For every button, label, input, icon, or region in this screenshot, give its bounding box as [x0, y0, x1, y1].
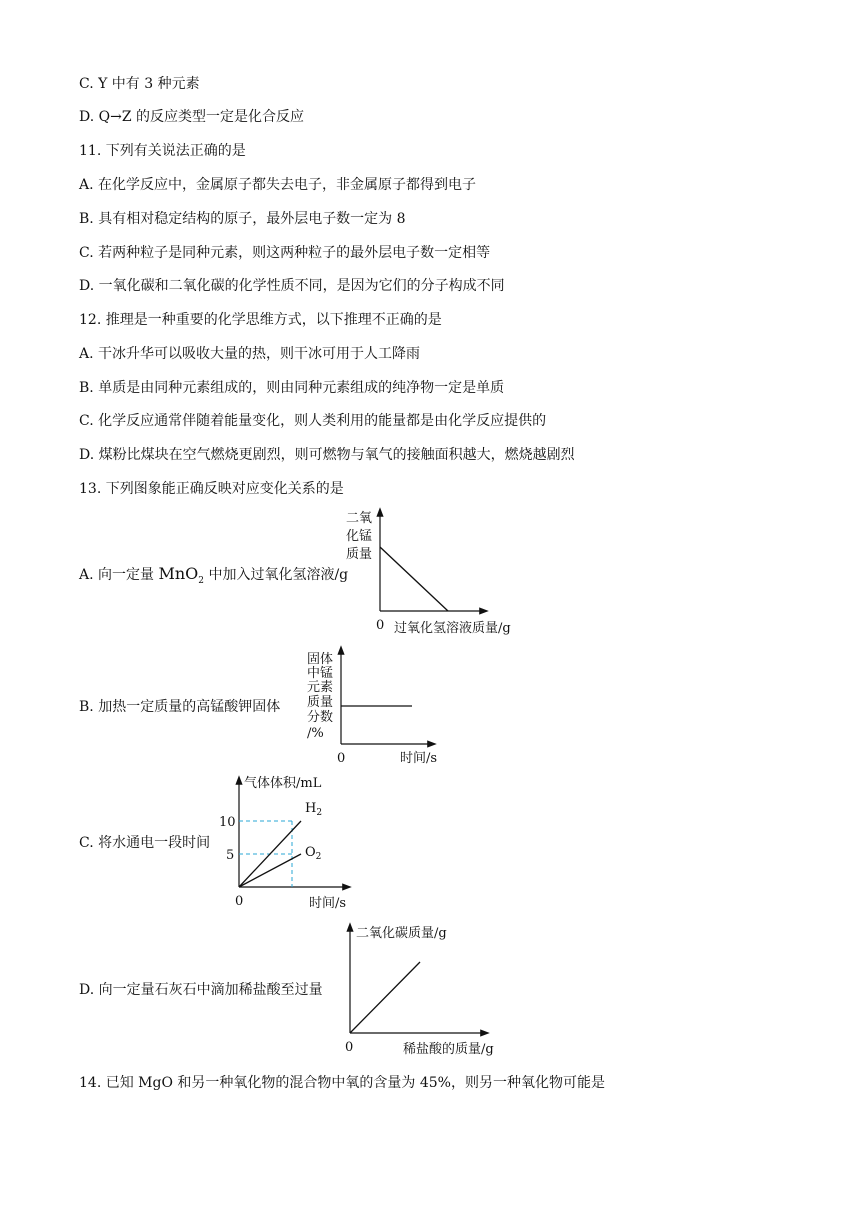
chart-b-ylabel-3: 质量	[307, 695, 334, 710]
chart-c-ytick-5: 5	[226, 848, 235, 863]
q11-option-b: B. 具有相对稳定结构的原子，最外层电子数一定为 8	[79, 211, 406, 227]
chart-a-xlabel: 过氧化氢溶液质量/g	[394, 621, 511, 636]
question-12: 12. 推理是一种重要的化学思维方式，以下推理不正确的是	[79, 312, 442, 328]
chart-d-series-line	[350, 962, 420, 1033]
chart-b-ylabel-5: /%	[307, 726, 324, 741]
option-d-q-z: D. Q→Z 的反应类型一定是化合反应	[79, 109, 305, 125]
chart-a-ylabel-2: 质量	[346, 547, 373, 562]
q13-option-d: D. 向一定量石灰石中滴加稀盐酸至过量	[79, 982, 323, 998]
chart-c-ytick-10: 10	[219, 815, 236, 830]
q13-option-b: B. 加热一定质量的高锰酸钾固体	[79, 699, 281, 715]
chart-b-ylabel-1: 中锰	[307, 666, 334, 681]
chart-a	[346, 511, 511, 636]
chart-b-ylabel-2: 元素	[307, 680, 334, 695]
q11-option-a: A. 在化学反应中，金属原子都失去电子，非金属原子都得到电子	[79, 177, 477, 193]
chart-a-ylabel-1: 化锰	[346, 529, 373, 544]
chart-d	[345, 925, 494, 1057]
chart-c-xlabel: 时间/s	[309, 896, 347, 911]
chart-d-origin: 0	[345, 1040, 354, 1055]
q12-option-a: A. 干冰升华可以吸收大量的热，则干冰可用于人工降雨	[79, 346, 421, 362]
chart-b	[307, 650, 437, 766]
chart-a-ylabel-0: 二氧	[346, 511, 373, 526]
chart-d-ylabel: 二氧化碳质量/g	[356, 926, 447, 941]
q12-option-c: C. 化学反应通常伴随着能量变化，则人类利用的能量都是由化学反应提供的	[79, 413, 547, 429]
question-14: 14. 已知 MgO 和另一种氧化物的混合物中氧的含量为 45%，则另一种氧化物可能是	[79, 1075, 605, 1091]
chart-b-xlabel: 时间/s	[400, 751, 438, 766]
chart-b-ylabel-4: 分数	[307, 710, 334, 725]
chart-c-label-h2: $H_2$	[305, 801, 323, 818]
chart-a-series-line	[380, 547, 448, 611]
question-13: 13. 下列图象能正确反映对应变化关系的是	[79, 481, 344, 497]
q12-option-d: D. 煤粉比煤块在空气燃烧更剧烈，则可燃物与氧气的接触面积越大，燃烧越剧烈	[79, 447, 575, 463]
chart-d-xlabel: 稀盐酸的质量/g	[403, 1042, 494, 1057]
q13-option-c: C. 将水通电一段时间	[79, 835, 211, 851]
chart-b-origin: 0	[337, 751, 346, 766]
option-c-y: C. Y 中有 3 种元素	[79, 76, 200, 92]
chart-c	[219, 775, 347, 911]
question-11: 11. 下列有关说法正确的是	[79, 143, 246, 159]
q11-option-c: C. 若两种粒子是同种元素，则这两种粒子的最外层电子数一定相等	[79, 245, 491, 261]
chart-c-label-o2: $O_2$	[305, 845, 322, 862]
chart-c-ylabel: 气体体积/mL	[244, 776, 322, 791]
q12-option-b: B. 单质是由同种元素组成的，则由同种元素组成的纯净物一定是单质	[79, 380, 505, 396]
q11-option-d: D. 一氧化碳和二氧化碳的化学性质不同，是因为它们的分子构成不同	[79, 278, 505, 294]
chart-c-origin: 0	[235, 894, 244, 909]
chart-b-ylabel-0: 固体	[307, 652, 334, 667]
q13-option-a: A. 向一定量 MnO$_2$ 中加入过氧化氢溶液/g	[79, 564, 349, 586]
chart-a-origin: 0	[376, 618, 385, 633]
